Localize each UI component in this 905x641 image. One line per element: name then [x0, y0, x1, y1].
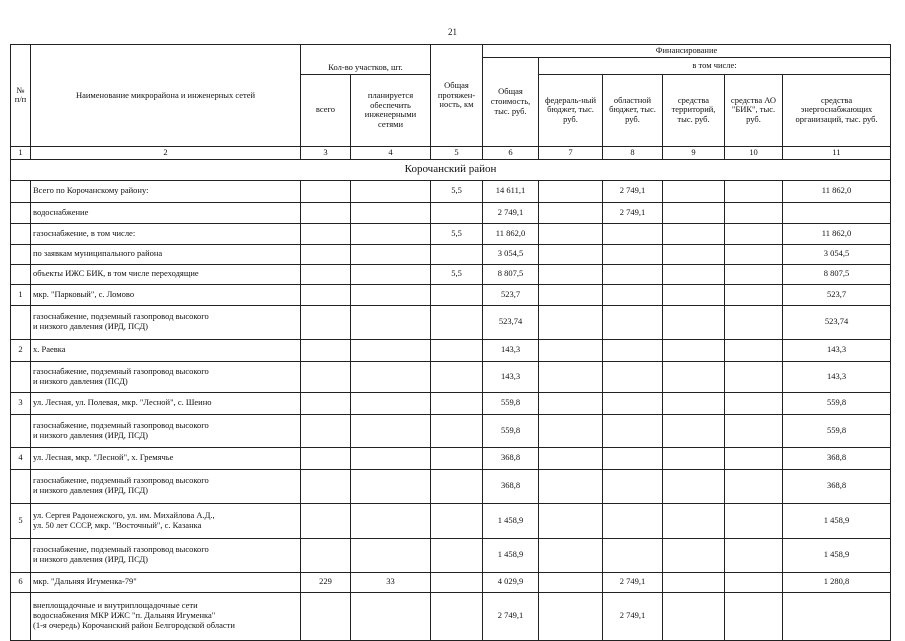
cell-total: [301, 469, 351, 503]
cell-regional: 2 749,1: [603, 180, 663, 202]
cell-federal: [539, 264, 603, 284]
cell-energy: 368,8: [783, 469, 891, 503]
column-numbers-row: [11, 146, 891, 159]
cell-planned: [351, 180, 431, 202]
cell-energy: 143,3: [783, 339, 891, 361]
cell-federal: [539, 503, 603, 538]
cell-planned: [351, 284, 431, 305]
table-row: [11, 305, 891, 339]
cell-num: [11, 264, 31, 284]
cell-regional: [603, 503, 663, 538]
table-row: [11, 339, 891, 361]
cell-regional: 2 749,1: [603, 202, 663, 223]
cell-num: [11, 202, 31, 223]
cell-length: 5,5: [431, 180, 483, 202]
cell-federal: [539, 572, 603, 592]
cell-length: [431, 572, 483, 592]
cell-bik: [725, 244, 783, 264]
cell-num: [11, 180, 31, 202]
cell-total: [301, 305, 351, 339]
cell-energy: 11 862,0: [783, 180, 891, 202]
cell-length: 5,5: [431, 264, 483, 284]
cell-planned: 33: [351, 572, 431, 592]
cell-planned: [351, 361, 431, 392]
cell-federal: [539, 414, 603, 447]
cell-planned: [351, 469, 431, 503]
cell-planned: [351, 538, 431, 572]
header-num: № п/п: [11, 45, 31, 147]
cell-energy: 1 458,9: [783, 503, 891, 538]
table-row: [11, 414, 891, 447]
cell-bik: [725, 305, 783, 339]
cell-length: [431, 503, 483, 538]
column-number: 10: [725, 146, 783, 159]
cell-bik: [725, 284, 783, 305]
cell-planned: [351, 339, 431, 361]
cell-bik: [725, 361, 783, 392]
cell-num: [11, 538, 31, 572]
cell-cost: 368,8: [483, 469, 539, 503]
cell-territories: [663, 339, 725, 361]
header-regional: областной бюджет, тыс. руб.: [603, 74, 663, 146]
cell-federal: [539, 469, 603, 503]
header-federal: федераль-ный бюджет, тыс. руб.: [539, 74, 603, 146]
cell-regional: [603, 339, 663, 361]
cell-bik: [725, 392, 783, 414]
cell-num: [11, 305, 31, 339]
cell-federal: [539, 447, 603, 469]
table-row: [11, 592, 891, 640]
cell-name: х. Раевка: [31, 339, 301, 361]
cell-bik: [725, 223, 783, 244]
cell-length: [431, 339, 483, 361]
cell-cost: 2 749,1: [483, 592, 539, 640]
header-name: Наименование микрорайона и инженерных сетей: [31, 45, 301, 147]
table-row: [11, 392, 891, 414]
cell-total: [301, 414, 351, 447]
cell-energy: 8 807,5: [783, 264, 891, 284]
column-number: 2: [31, 146, 301, 159]
column-number: 6: [483, 146, 539, 159]
header-including: в том числе:: [539, 57, 891, 74]
cell-length: [431, 414, 483, 447]
cell-length: [431, 305, 483, 339]
cell-num: 2: [11, 339, 31, 361]
cell-planned: [351, 503, 431, 538]
cell-total: [301, 361, 351, 392]
cell-energy: 559,8: [783, 414, 891, 447]
cell-total: [301, 284, 351, 305]
cell-territories: [663, 572, 725, 592]
cell-regional: [603, 284, 663, 305]
header-energy: средства энергоснабжающих организаций, тыс. руб.: [783, 74, 891, 146]
cell-name: газоснабжение, подземный газопровод высокого и низкого давления (ИРД, ПСД): [31, 414, 301, 447]
cell-territories: [663, 447, 725, 469]
cell-regional: [603, 447, 663, 469]
table-row: [11, 572, 891, 592]
cell-energy: 143,3: [783, 361, 891, 392]
cell-planned: [351, 223, 431, 244]
financing-table: [10, 44, 891, 641]
cell-bik: [725, 339, 783, 361]
cell-cost: 3 054,5: [483, 244, 539, 264]
cell-cost: 14 611,1: [483, 180, 539, 202]
cell-name: газоснабжение, в том числе:: [31, 223, 301, 244]
cell-bik: [725, 592, 783, 640]
cell-bik: [725, 538, 783, 572]
cell-num: [11, 469, 31, 503]
cell-planned: [351, 592, 431, 640]
cell-federal: [539, 361, 603, 392]
header-count: Кол-во участков, шт.: [301, 45, 431, 75]
cell-bik: [725, 264, 783, 284]
cell-regional: [603, 244, 663, 264]
cell-territories: [663, 264, 725, 284]
cell-name: ул. Лесная, мкр. "Лесной", х. Гремячье: [31, 447, 301, 469]
cell-total: [301, 447, 351, 469]
cell-territories: [663, 414, 725, 447]
cell-planned: [351, 392, 431, 414]
cell-federal: [539, 392, 603, 414]
header-financing: Финансирование: [483, 45, 891, 58]
cell-total: [301, 180, 351, 202]
cell-energy: 523,74: [783, 305, 891, 339]
table-row: [11, 469, 891, 503]
cell-territories: [663, 223, 725, 244]
cell-name: объекты ИЖС БИК, в том числе переходящие: [31, 264, 301, 284]
cell-territories: [663, 503, 725, 538]
column-number: 3: [301, 146, 351, 159]
cell-bik: [725, 572, 783, 592]
cell-name: внеплощадочные и внутриплощадочные сети водоснабжения МКР ИЖС "п. Дальняя Игуменка" (1-я очередь) Корочанский район Белгородской области: [31, 592, 301, 640]
cell-cost: 2 749,1: [483, 202, 539, 223]
cell-length: [431, 202, 483, 223]
table-row: [11, 223, 891, 244]
cell-bik: [725, 180, 783, 202]
header-planned: планируется обеспечить инженерными сетями: [351, 74, 431, 146]
column-number: 9: [663, 146, 725, 159]
cell-total: [301, 538, 351, 572]
cell-energy: [783, 592, 891, 640]
cell-total: 229: [301, 572, 351, 592]
cell-energy: 368,8: [783, 447, 891, 469]
cell-name: водоснабжение: [31, 202, 301, 223]
cell-num: [11, 244, 31, 264]
cell-regional: 2 749,1: [603, 592, 663, 640]
cell-length: [431, 447, 483, 469]
cell-federal: [539, 592, 603, 640]
table-row: [11, 503, 891, 538]
cell-length: [431, 592, 483, 640]
table-row: [11, 244, 891, 264]
cell-federal: [539, 180, 603, 202]
cell-num: [11, 592, 31, 640]
cell-total: [301, 503, 351, 538]
table-row: [11, 264, 891, 284]
table-row: [11, 361, 891, 392]
cell-federal: [539, 223, 603, 244]
cell-cost: 559,8: [483, 392, 539, 414]
cell-federal: [539, 284, 603, 305]
cell-territories: [663, 202, 725, 223]
cell-name: мкр. "Парковый", с. Ломово: [31, 284, 301, 305]
cell-territories: [663, 244, 725, 264]
cell-length: 5,5: [431, 223, 483, 244]
column-number: 5: [431, 146, 483, 159]
cell-federal: [539, 202, 603, 223]
cell-bik: [725, 503, 783, 538]
cell-cost: 11 862,0: [483, 223, 539, 244]
cell-num: 5: [11, 503, 31, 538]
column-number: 8: [603, 146, 663, 159]
cell-name: Всего по Корочанскому району:: [31, 180, 301, 202]
cell-num: 6: [11, 572, 31, 592]
cell-cost: 523,74: [483, 305, 539, 339]
cell-regional: [603, 264, 663, 284]
cell-planned: [351, 244, 431, 264]
cell-energy: 1 458,9: [783, 538, 891, 572]
cell-cost: 1 458,9: [483, 503, 539, 538]
cell-energy: 3 054,5: [783, 244, 891, 264]
cell-federal: [539, 339, 603, 361]
cell-planned: [351, 447, 431, 469]
cell-name: газоснабжение, подземный газопровод высокого и низкого давления (ПСД): [31, 361, 301, 392]
page-number: 21: [448, 27, 457, 37]
cell-num: 3: [11, 392, 31, 414]
cell-territories: [663, 305, 725, 339]
cell-total: [301, 392, 351, 414]
cell-territories: [663, 592, 725, 640]
cell-total: [301, 202, 351, 223]
cell-length: [431, 244, 483, 264]
cell-num: [11, 414, 31, 447]
column-number: 11: [783, 146, 891, 159]
cell-length: [431, 469, 483, 503]
cell-territories: [663, 284, 725, 305]
cell-territories: [663, 538, 725, 572]
cell-num: 4: [11, 447, 31, 469]
cell-bik: [725, 447, 783, 469]
cell-territories: [663, 361, 725, 392]
cell-cost: 368,8: [483, 447, 539, 469]
cell-length: [431, 284, 483, 305]
cell-territories: [663, 180, 725, 202]
cell-federal: [539, 244, 603, 264]
header-territories: средства территорий, тыс. руб.: [663, 74, 725, 146]
cell-regional: [603, 469, 663, 503]
cell-bik: [725, 414, 783, 447]
cell-total: [301, 264, 351, 284]
cell-cost: 143,3: [483, 339, 539, 361]
header-cost: Общая стоимость, тыс. руб.: [483, 57, 539, 146]
cell-num: 1: [11, 284, 31, 305]
district-row: [11, 159, 891, 180]
table-row: [11, 202, 891, 223]
column-number: 1: [11, 146, 31, 159]
cell-regional: 2 749,1: [603, 572, 663, 592]
cell-federal: [539, 305, 603, 339]
cell-cost: 559,8: [483, 414, 539, 447]
cell-cost: 4 029,9: [483, 572, 539, 592]
cell-name: по заявкам муниципального района: [31, 244, 301, 264]
cell-bik: [725, 469, 783, 503]
cell-planned: [351, 202, 431, 223]
cell-bik: [725, 202, 783, 223]
cell-length: [431, 538, 483, 572]
cell-planned: [351, 414, 431, 447]
cell-num: [11, 361, 31, 392]
header-bik: средства АО "БИК", тыс. руб.: [725, 74, 783, 146]
cell-name: газоснабжение, подземный газопровод высокого и низкого давления (ИРД, ПСД): [31, 538, 301, 572]
cell-name: мкр. "Дальняя Игуменка-79": [31, 572, 301, 592]
cell-cost: 523,7: [483, 284, 539, 305]
cell-total: [301, 592, 351, 640]
cell-regional: [603, 392, 663, 414]
cell-total: [301, 244, 351, 264]
cell-total: [301, 223, 351, 244]
cell-energy: 11 862,0: [783, 223, 891, 244]
cell-territories: [663, 392, 725, 414]
table-row: [11, 180, 891, 202]
cell-name: газоснабжение, подземный газопровод высокого и низкого давления (ИРД, ПСД): [31, 469, 301, 503]
cell-regional: [603, 414, 663, 447]
cell-cost: 1 458,9: [483, 538, 539, 572]
header-total: всего: [301, 74, 351, 146]
cell-cost: 143,3: [483, 361, 539, 392]
column-number: 4: [351, 146, 431, 159]
table-row: [11, 284, 891, 305]
cell-name: газоснабжение, подземный газопровод высокого и низкого давления (ИРД, ПСД): [31, 305, 301, 339]
cell-name: ул. Сергея Радонежского, ул. им. Михайлова А.Д., ул. 50 лет СССР, мкр. "Восточный", с. Казанка: [31, 503, 301, 538]
cell-regional: [603, 538, 663, 572]
cell-regional: [603, 361, 663, 392]
cell-total: [301, 339, 351, 361]
cell-energy: 559,8: [783, 392, 891, 414]
cell-num: [11, 223, 31, 244]
cell-regional: [603, 223, 663, 244]
cell-cost: 8 807,5: [483, 264, 539, 284]
table-row: [11, 447, 891, 469]
cell-regional: [603, 305, 663, 339]
table-row: [11, 538, 891, 572]
cell-length: [431, 392, 483, 414]
district-title: Корочанский район: [11, 159, 891, 180]
cell-name: ул. Лесная, ул. Полевая, мкр. "Лесной", с. Шеино: [31, 392, 301, 414]
cell-planned: [351, 264, 431, 284]
cell-territories: [663, 469, 725, 503]
column-number: 7: [539, 146, 603, 159]
cell-planned: [351, 305, 431, 339]
cell-length: [431, 361, 483, 392]
cell-energy: 1 280,8: [783, 572, 891, 592]
cell-federal: [539, 538, 603, 572]
header-length: Общая протяжен-ность, км: [431, 45, 483, 147]
cell-energy: 523,7: [783, 284, 891, 305]
cell-energy: [783, 202, 891, 223]
